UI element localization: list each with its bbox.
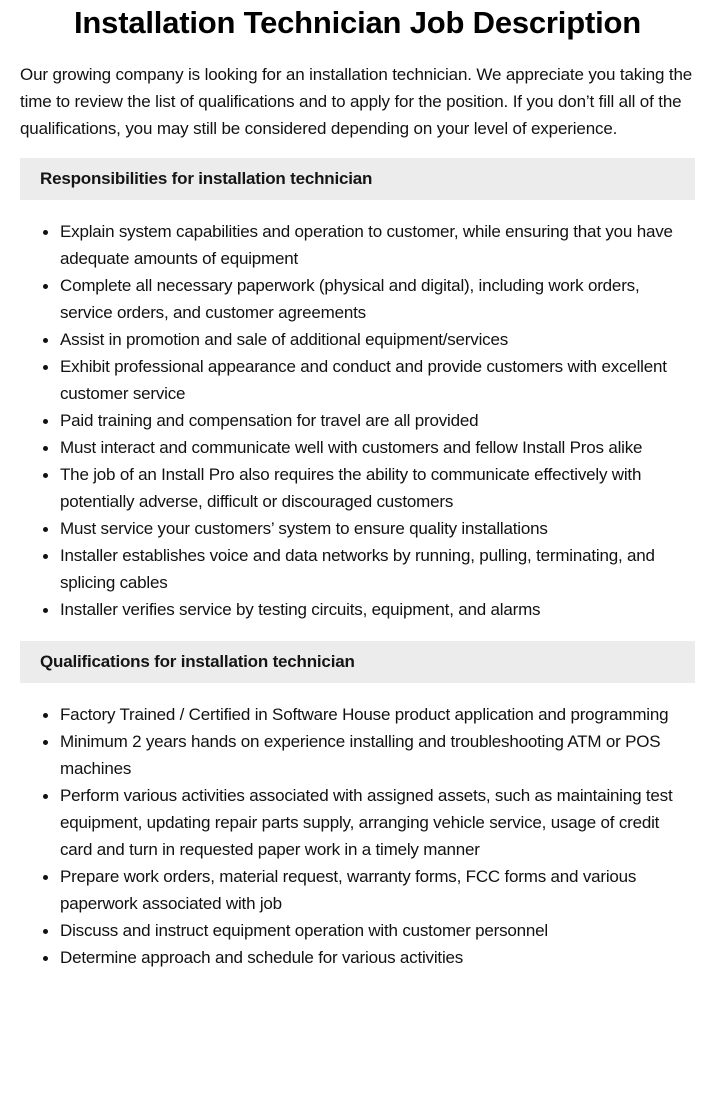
list-item: Factory Trained / Certified in Software House product application and programming xyxy=(60,701,695,728)
list-item: Assist in promotion and sale of additional equipment/services xyxy=(60,326,695,353)
list-item: Must service your customers’ system to ensure quality installations xyxy=(60,515,695,542)
list-item: The job of an Install Pro also requires the ability to communicate effectively with potentially adverse, difficult or discouraged customers xyxy=(60,461,695,515)
list-item: Perform various activities associated with assigned assets, such as maintaining test equipment, updating repair parts supply, arranging vehicle service, usage of credit card and turn in requested paper work in a timely manner xyxy=(60,782,695,863)
list-item: Complete all necessary paperwork (physical and digital), including work orders, service orders, and customer agreements xyxy=(60,272,695,326)
intro-paragraph: Our growing company is looking for an installation technician. We appreciate you taking the time to review the list of qualifications and to apply for the position. If you don’t fill all of the qualifications, you may still be considered depending on your level of experience. xyxy=(20,65,693,138)
list-item: Minimum 2 years hands on experience installing and troubleshooting ATM or POS machines xyxy=(60,728,695,782)
list-item: Explain system capabilities and operation to customer, while ensuring that you have adequate amounts of equipment xyxy=(60,218,695,272)
list-item: Installer establishes voice and data networks by running, pulling, terminating, and splicing cables xyxy=(60,542,695,596)
list-item: Must interact and communicate well with customers and fellow Install Pros alike xyxy=(60,434,695,461)
list-item: Paid training and compensation for travel are all provided xyxy=(60,407,695,434)
responsibilities-heading: Responsibilities for installation technician xyxy=(20,158,695,200)
list-item: Determine approach and schedule for various activities xyxy=(60,944,695,971)
list-item: Discuss and instruct equipment operation with customer personnel xyxy=(60,917,695,944)
page-title: Installation Technician Job Description xyxy=(74,5,641,40)
list-item: Installer verifies service by testing circuits, equipment, and alarms xyxy=(60,596,695,623)
list-item: Exhibit professional appearance and conduct and provide customers with excellent customer service xyxy=(60,353,695,407)
list-item: Prepare work orders, material request, warranty forms, FCC forms and various paperwork associated with job xyxy=(60,863,695,917)
qualifications-heading: Qualifications for installation technician xyxy=(20,641,695,683)
qualifications-list xyxy=(20,701,695,971)
responsibilities-list xyxy=(20,218,695,623)
